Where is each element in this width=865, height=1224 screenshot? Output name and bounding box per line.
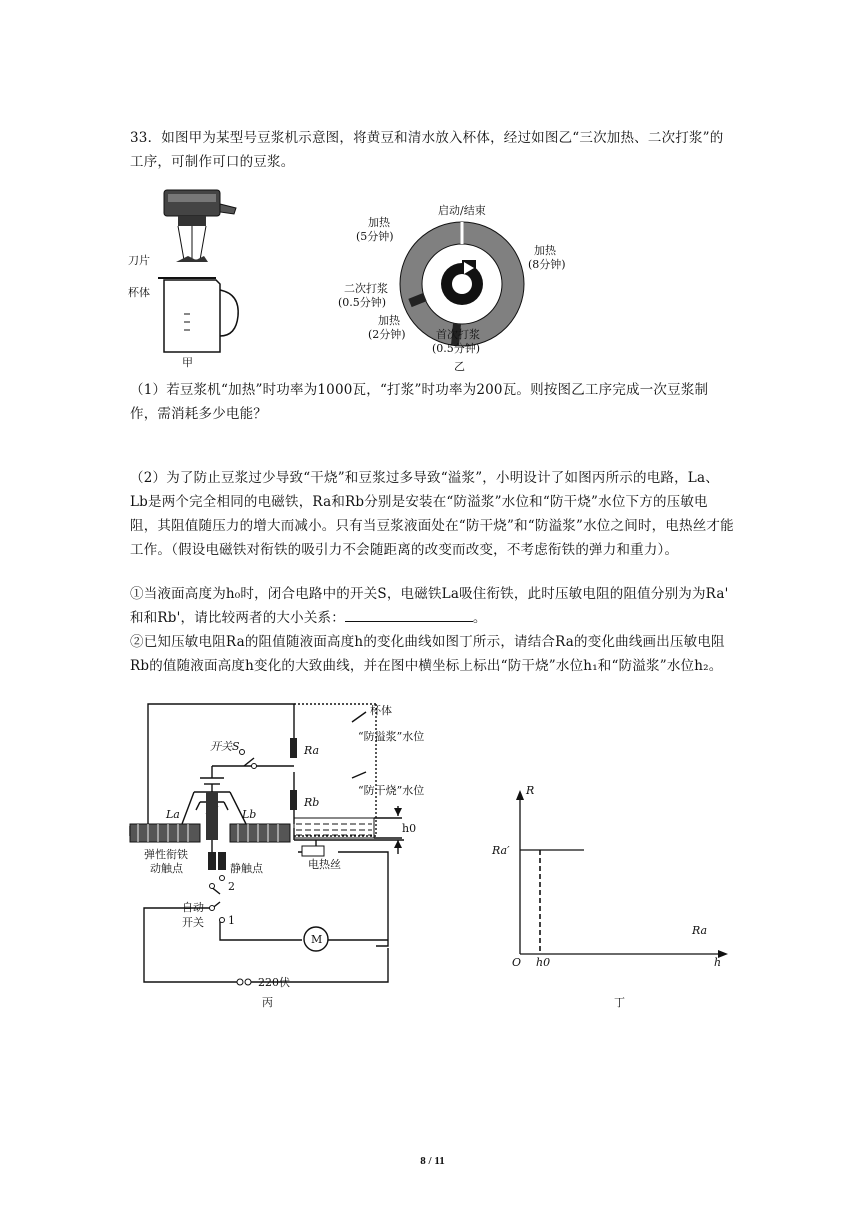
- heat2-time: (8分钟): [528, 258, 566, 271]
- blend2-label: 二次打浆: [344, 282, 388, 295]
- heat3-label: 加热: [378, 314, 400, 327]
- start-end-label: 启动/结束: [438, 204, 486, 217]
- figure-yi: [338, 204, 608, 376]
- x-axis-label: h: [714, 956, 722, 969]
- figure-jia-caption: 甲: [182, 356, 193, 369]
- auto-switch-label: 自动开关: [182, 901, 204, 929]
- blade-label: 刀片: [128, 254, 150, 267]
- question-sub2: ②已知压敏电阻Ra的阻值随液面高度h的变化曲线如图丁所示，请结合Ra的变化曲线画出压敏电阻Rb的值随液面高度h变化的大致曲线，并在图中横坐标上标出“防干烧”水位h₁和“防溢浆”水位h₂。: [130, 634, 725, 674]
- la-label: La: [166, 808, 180, 821]
- figure-ding-caption: 丁: [614, 996, 625, 1009]
- overflow-level-label: “防溢浆”水位: [358, 730, 425, 743]
- question-part2: （2）为了防止豆浆过少导致“干烧”和豆浆过多导致“溢浆”，小明设计了如图丙所示的电路，La、Lb是两个完全相同的电磁铁，Ra和Rb分别是安装在“防溢浆”水位和“防干烧”水位下方的压敏电阻，其阻值随压力的增大而减小。只有当豆浆液面处在“防干烧”和“防溢浆”水位之间时，电热丝才能工作。（假设电磁铁对衔铁的吸引力不会随距离的改变而改变，不考虑衔铁的弹力和重力）。: [130, 470, 734, 558]
- switch-s-label: 开关S: [210, 740, 240, 753]
- moving-contact-label: 动触点: [150, 862, 183, 875]
- y-axis-label: R: [526, 784, 535, 797]
- heat2-label: 加热: [534, 244, 556, 257]
- answer-blank[interactable]: [345, 607, 473, 622]
- page-number: 8 / 11: [420, 1155, 445, 1167]
- ra-curve-label: Ra: [692, 924, 708, 937]
- cup-label: 杯体: [370, 704, 392, 717]
- blend1-label: 首次打浆: [436, 328, 480, 341]
- figure-ding: [492, 784, 732, 1014]
- figure-jia: [128, 186, 248, 370]
- ra-prime-label: Ra′: [492, 844, 510, 857]
- armature-label: 弹性衔铁: [144, 848, 188, 861]
- blend2-time: (0.5分钟): [338, 296, 387, 309]
- h0-tick-label: h0: [536, 956, 551, 969]
- heat1-time: (5分钟): [356, 230, 394, 243]
- question-part1: （1）若豆浆机“加热”时功率为1000瓦，“打浆”时功率为200瓦。则按图乙工序完成一次豆浆制作，需消耗多少电能？: [130, 382, 709, 422]
- sub1-end: 。: [472, 610, 487, 626]
- heat3-time: (2分钟): [368, 328, 406, 341]
- figure-yi-caption: 乙: [454, 360, 465, 373]
- question-intro: 33．如图甲为某型号豆浆机示意图，将黄豆和清水放入杯体，经过如图乙“三次加热、二次打浆”的工序，可制作可口的豆浆。: [130, 130, 724, 170]
- motor-label: M: [311, 933, 323, 946]
- heater-label: 电热丝: [308, 858, 341, 871]
- contact-1-label: 1: [228, 914, 235, 927]
- voltage-label: 220伏: [258, 976, 290, 989]
- ra-label: Ra: [304, 744, 320, 757]
- static-contact-label: 静触点: [230, 862, 263, 875]
- heat1-label: 加热: [368, 216, 390, 229]
- dry-level-label: “防干烧”水位: [358, 784, 425, 797]
- sub1-text: ①当液面高度为h₀时，闭合电路中的开关S，电磁铁La吸住衔铁，此时压敏电阻的阻值分别为为Ra' 和和Rb'，请比较两者的大小关系：: [130, 586, 729, 626]
- origin-label: O: [512, 956, 522, 969]
- figure-bing-caption: 丙: [262, 996, 273, 1009]
- blend1-time: (0.5分钟): [432, 342, 481, 355]
- question-sub1: [130, 582, 735, 630]
- cup-label: 杯体: [128, 286, 150, 299]
- figure-bing: [126, 698, 432, 1014]
- lb-label: Lb: [242, 808, 257, 821]
- rb-label: Rb: [304, 796, 320, 809]
- contact-2-label: 2: [228, 880, 235, 893]
- h0-label: h0: [402, 822, 417, 835]
